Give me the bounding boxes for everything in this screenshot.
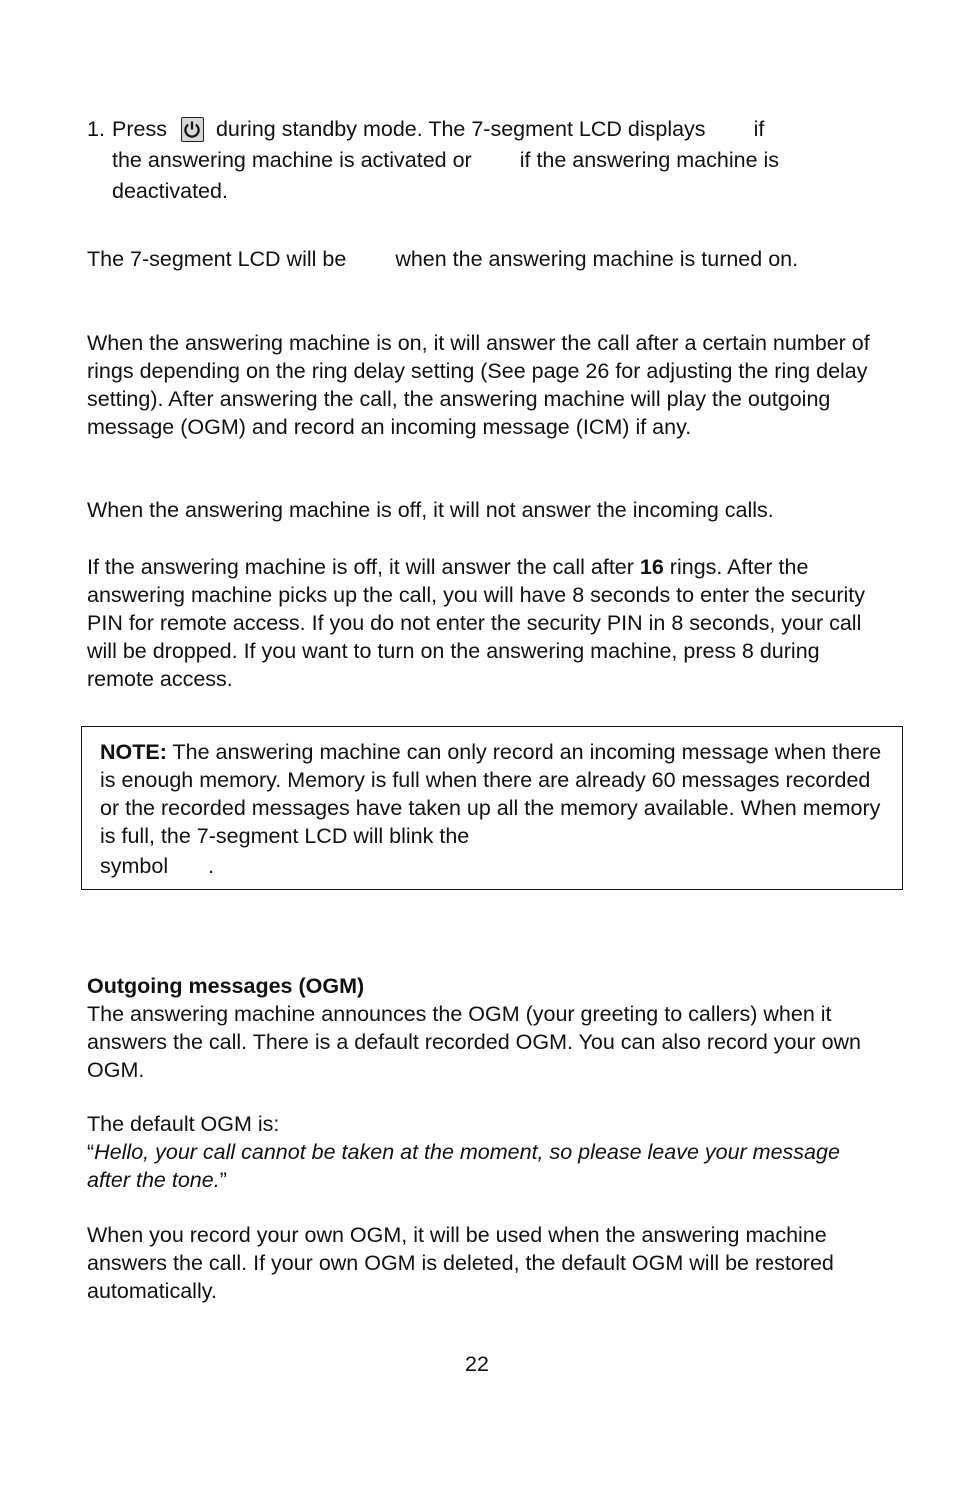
ogm-heading: Outgoing messages (OGM) [87, 974, 365, 998]
lcd-on-text-a: The 7-segment LCD will be [87, 247, 347, 271]
step-1 [87, 114, 877, 207]
own-ogm-paragraph: When you record your own OGM, it will be used when the answering machine answers the call. If your own OGM is deleted, the default OGM will be restored automatically. [87, 1223, 834, 1303]
step-text-a: during standby mode. The 7-segment LCD displays [215, 117, 706, 141]
step-text-d: if the answering machine is deactivated. [112, 148, 780, 203]
default-ogm-quote: Hello, your call cannot be taken at the moment, so please leave your message after the tone. [87, 1140, 840, 1192]
ogm-section [87, 972, 877, 1084]
step-text-c: the answering machine is activated or [112, 148, 472, 172]
quote-close: ” [219, 1168, 227, 1192]
step-press-text: Press [112, 117, 167, 141]
answering-off-paragraph: When the answering machine is off, it will not answer the incoming calls. [87, 498, 774, 522]
lcd-on-text-b: when the answering machine is turned on. [395, 247, 799, 271]
lcd-on-paragraph [87, 244, 877, 274]
quote-open: “ [87, 1140, 95, 1164]
power-button-icon [181, 117, 204, 142]
note-box [81, 726, 903, 890]
remote-text-b: rings. After the answering machine picks up the call, you will have 8 seconds to enter the security PIN for remote access. If you do not enter the security PIN in 8 seconds, your call will be dropped. If you want to turn on the answering machine, press 8 during remote access. [87, 555, 865, 691]
ogm-intro: The answering machine announces the OGM (your greeting to callers) when it answers the call. There is a default recorded OGM. You can also record your own OGM. [87, 1002, 862, 1082]
remote-access-paragraph [87, 553, 877, 693]
default-ogm-label: The default OGM is: [87, 1112, 280, 1136]
note-label: NOTE: [100, 740, 167, 764]
ring-count: 16 [639, 555, 664, 579]
note-end: . [208, 854, 215, 878]
remote-text-a: If the answering machine is off, it will answer the call after [87, 555, 634, 579]
default-ogm-paragraph [87, 1110, 877, 1194]
note-text [100, 738, 890, 880]
step-text-b: if [753, 117, 765, 141]
step-number: 1. [87, 117, 105, 141]
answering-on-paragraph: When the answering machine is on, it will answer the call after a certain number of rings depending on the ring delay setting (See page 26 for adjusting the ring delay setting). After answering the call, the answering machine will play the outgoing message (OGM) and record an incoming message (ICM) if any. [87, 331, 870, 439]
note-body: The answering machine can only record an incoming message when there is enough memory. Memory is full when there are already 60 messages recorded or the recorded messages have taken up all the memory available. When memory is full, the 7-segment LCD will blink the [100, 740, 882, 848]
note-symbol-word: symbol [100, 854, 169, 878]
page-number: 22 [465, 1352, 489, 1376]
